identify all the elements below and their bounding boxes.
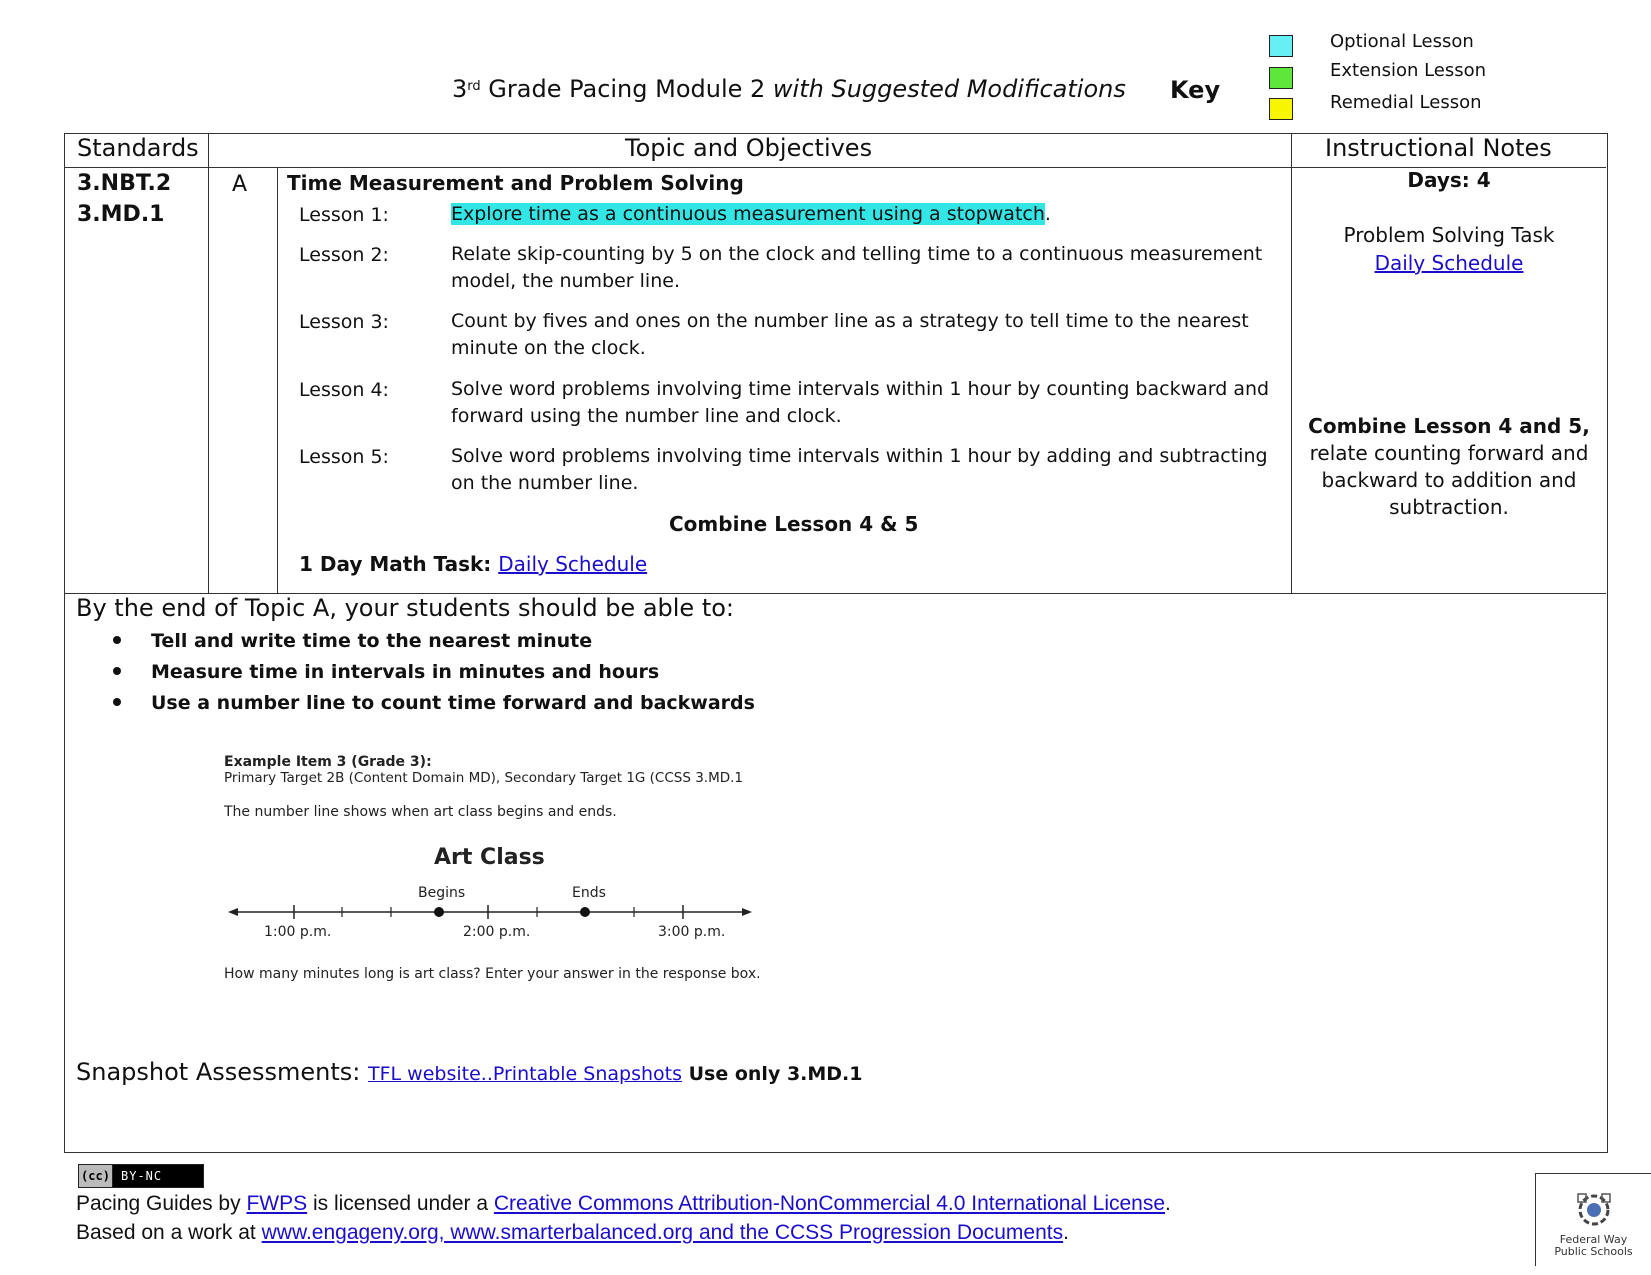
attribution-line [76, 1221, 1069, 1245]
ends-point [580, 907, 590, 917]
license-text: . [1165, 1192, 1171, 1215]
topic-letter: A [232, 172, 248, 197]
topic-title: Time Measurement and Problem Solving [287, 171, 744, 195]
cc-license-link[interactable]: Creative Commons Attribution-NonCommercial 4.0 International License [493, 1192, 1166, 1215]
combine-lesson-note: Combine Lesson 4 & 5 [669, 512, 919, 536]
days-count: Days: 4 [1407, 168, 1491, 192]
col-divider-standards [208, 134, 209, 593]
outcomes-heading: By the end of Topic A, your students should be able to: [76, 594, 735, 622]
license-line [76, 1192, 1171, 1216]
example-title: Example Item 3 (Grade 3): [224, 754, 432, 770]
page-title [452, 75, 1126, 103]
daily-schedule-link[interactable]: Daily Schedule [498, 552, 648, 576]
math-task-label: 1 Day Math Task: [299, 552, 499, 576]
tfl-snapshots-link[interactable]: TFL website..Printable Snapshots [368, 1063, 682, 1085]
standard-code: 3.MD.1 [77, 202, 165, 227]
outcome-item [113, 630, 592, 652]
lesson-label: Lesson 5: [299, 446, 389, 468]
logo-text [1536, 1234, 1651, 1258]
header-instructional-notes: Instructional Notes [1325, 134, 1552, 162]
header-standards: Standards [77, 134, 199, 162]
logo-line: Federal Way [1559, 1233, 1628, 1246]
combine-notes-text: relate counting forward and backward to addition and subtraction. [1309, 441, 1589, 519]
begins-point [434, 907, 444, 917]
lesson-text [451, 201, 1271, 228]
lesson-text: Relate skip-counting by 5 on the clock and telling time to a continuous measurement model, the number line. [451, 243, 1263, 292]
lesson-label: Lesson 4: [299, 379, 389, 401]
logo-line: Public Schools [1554, 1245, 1633, 1258]
art-class-title: Art Class [434, 845, 545, 870]
math-task-line [299, 552, 647, 576]
key-label: Key [1170, 76, 1221, 104]
begins-label: Begins [418, 885, 466, 901]
example-prompt: The number line shows when art class begins and ends. [224, 804, 617, 820]
cc-license-badge[interactable] [78, 1164, 204, 1188]
key-text-optional: Optional Lesson [1330, 31, 1474, 52]
outcome-text: Use a number line to count time forward and backwards [151, 692, 755, 714]
tick-label-2pm: 2:00 p.m. [463, 924, 531, 940]
outcome-text: Measure time in intervals in minutes and hours [151, 661, 660, 683]
combine-notes-bold: Combine Lesson 4 and 5, [1308, 414, 1590, 438]
outcome-text: Tell and write time to the nearest minute [151, 630, 593, 652]
bullet-icon [113, 667, 121, 675]
attribution-text: . [1063, 1221, 1069, 1244]
example-question: How many minutes long is art class? Enter your answer in the response box. [224, 966, 761, 982]
title-main: Grade Pacing Module 2 [480, 75, 773, 103]
title-grade-number: 3 [452, 75, 468, 103]
problem-solving-task: Problem Solving Task [1343, 223, 1555, 247]
outcome-item [113, 661, 659, 683]
key-swatch-optional [1269, 35, 1293, 57]
title-italic: with Suggested Modifications [772, 75, 1126, 103]
example-subtitle: Primary Target 2B (Content Domain MD), Secondary Target 1G (CCSS 3.MD.1 [224, 770, 744, 786]
header-topic-objectives: Topic and Objectives [625, 134, 873, 162]
example-item [218, 750, 818, 990]
combine-notes [1291, 413, 1607, 521]
ends-label: Ends [572, 885, 606, 901]
lesson-text-suffix: . [1044, 203, 1051, 225]
lesson-text: Solve word problems involving time intervals within 1 hour by adding and subtracting on the number line. [451, 445, 1268, 494]
lesson-text: Count by fives and ones on the number line as a strategy to tell time to the nearest minute on the clock. [451, 310, 1249, 359]
fwps-logo [1535, 1173, 1651, 1266]
col-divider-notes [1291, 134, 1292, 593]
license-text: Pacing Guides by [76, 1192, 247, 1215]
lesson-label: Lesson 3: [299, 311, 389, 333]
key-swatch-extension [1269, 67, 1293, 89]
arrow-left-icon [228, 908, 238, 916]
notes-block [1291, 250, 1607, 277]
key-swatch-remedial [1269, 98, 1293, 120]
logo-emblem-icon [1574, 1190, 1614, 1230]
standard-code: 3.NBT.2 [77, 171, 172, 196]
bullet-icon [113, 636, 121, 644]
outcome-item [113, 692, 755, 714]
snapshot-note: Use only 3.MD.1 [682, 1063, 863, 1085]
key-text-extension: Extension Lesson [1330, 60, 1487, 81]
license-text: is licensed under a [307, 1192, 494, 1215]
attribution-text: Based on a work at [76, 1221, 262, 1244]
tick-label-3pm: 3:00 p.m. [658, 924, 726, 940]
key-text-remedial: Remedial Lesson [1330, 92, 1482, 113]
col-divider-letter [277, 167, 278, 593]
optional-highlight: Explore time as a continuous measurement using a stopwatch [451, 203, 1045, 225]
snapshot-label: Snapshot Assessments: [76, 1058, 369, 1086]
title-grade-suffix: rd [467, 79, 481, 94]
cc-icon: (cc) [79, 1165, 113, 1187]
snapshot-assessments [76, 1058, 863, 1086]
sources-link[interactable]: www.engageny.org, www.smarterbalanced.org and the CCSS Progression Documents [261, 1221, 1064, 1244]
lesson-label: Lesson 2: [299, 244, 389, 266]
fwps-link[interactable]: FWPS [246, 1192, 308, 1215]
cc-by-nc-text: BY-NC [121, 1169, 163, 1183]
lesson-text: Solve word problems involving time intervals within 1 hour by counting backward and forward using the number line and clock. [451, 378, 1270, 427]
arrow-right-icon [742, 908, 752, 916]
lesson-label: Lesson 1: [299, 204, 389, 226]
pst-daily-schedule-link[interactable]: Daily Schedule [1374, 251, 1524, 275]
tick-label-1pm: 1:00 p.m. [264, 924, 332, 940]
bullet-icon [113, 698, 121, 706]
